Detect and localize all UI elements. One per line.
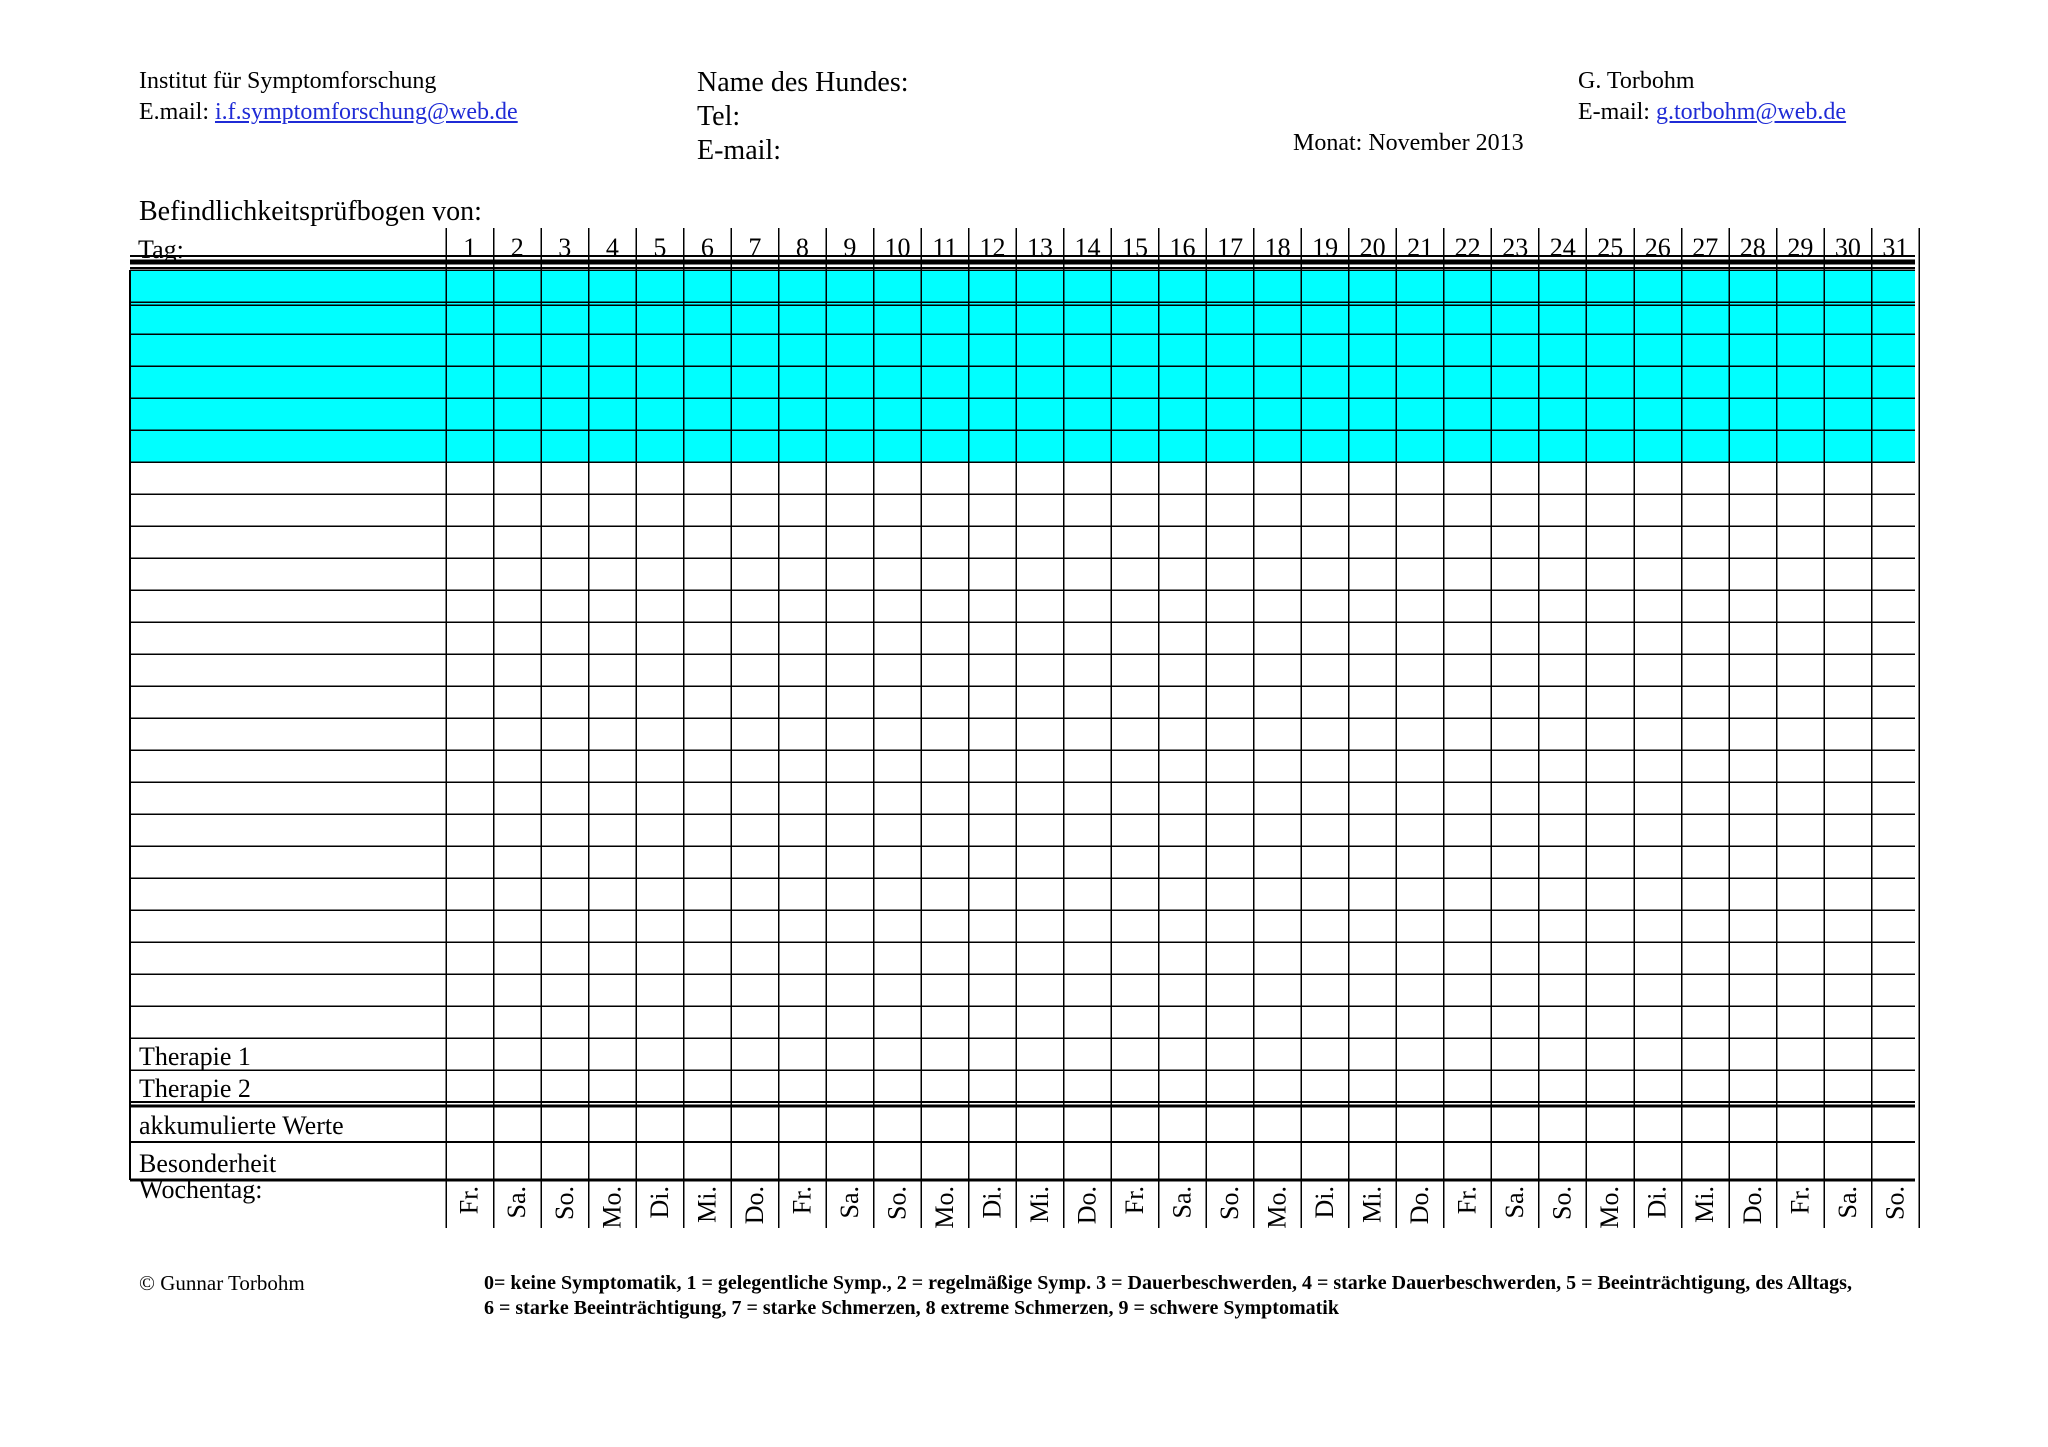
author-name: G. Torbohm	[1578, 68, 1695, 94]
special-label: Besonderheit	[139, 1149, 277, 1178]
score-legend	[484, 1271, 2024, 1321]
author-email-label: E-mail:	[1578, 99, 1650, 125]
day-number: 20	[1359, 233, 1386, 262]
weekday-name: Di.	[1310, 1186, 1340, 1219]
dog-email-label: E-mail:	[697, 135, 781, 166]
weekday-name: Fr.	[787, 1186, 817, 1215]
month-label: Monat: November 2013	[1293, 130, 1524, 156]
day-number: 24	[1549, 233, 1576, 262]
day-number: 22	[1454, 233, 1481, 262]
copyright: © Gunnar Torbohm	[139, 1271, 305, 1295]
weekday-name: Mi.	[1690, 1186, 1720, 1223]
day-number: 10	[884, 233, 911, 262]
institute-email-link[interactable]: i.f.symptomforschung@web.de	[214, 99, 518, 125]
day-number: 16	[1169, 233, 1196, 262]
weekday-name: Do.	[1405, 1186, 1435, 1225]
legend-line-1: 0= keine Symptomatik, 1 = gelegentliche Symp., 2 = regelmäßige Symp. 3 = Dauerbeschwerden, 4 = starke Dauerbeschwerden, 5 = Beeinträchtigung, des Alltags,	[484, 1272, 1852, 1294]
weekday-name: So.	[1215, 1186, 1245, 1220]
day-number: 4	[605, 233, 619, 262]
day-number: 19	[1312, 233, 1339, 262]
day-number: 30	[1834, 233, 1861, 262]
weekday-name: Fr.	[1120, 1186, 1150, 1215]
weekday-name: So.	[882, 1186, 912, 1220]
weekday-name: Di.	[977, 1186, 1007, 1219]
weekday-name: Sa.	[1500, 1186, 1530, 1219]
weekday-name: Do.	[1072, 1186, 1102, 1225]
weekday-name: Sa.	[1167, 1186, 1197, 1219]
day-number: 14	[1074, 233, 1101, 262]
author-email-link[interactable]: g.torbohm@web.de	[1655, 99, 1847, 125]
weekday-name: Fr.	[1452, 1186, 1482, 1215]
weekday-name: Mo.	[1595, 1186, 1625, 1229]
dog-tel-label: Tel:	[697, 101, 741, 132]
weekday-label: Wochentag:	[139, 1175, 263, 1204]
day-number: 3	[558, 233, 572, 262]
day-number: 17	[1217, 233, 1244, 262]
therapy-1-label: Therapie 1	[139, 1042, 251, 1071]
weekday-name: Mo.	[929, 1186, 959, 1229]
weekday-name: So.	[1547, 1186, 1577, 1220]
weekday-name: Mi.	[692, 1186, 722, 1223]
day-number: 23	[1502, 233, 1529, 262]
day-number: 31	[1882, 233, 1909, 262]
weekday-name: So.	[1880, 1186, 1910, 1220]
day-number: 7	[748, 233, 762, 262]
day-number: 1	[463, 233, 477, 262]
weekday-name: Fr.	[1785, 1186, 1815, 1215]
day-label: Tag:	[138, 235, 184, 264]
weekday-name: Do.	[739, 1186, 769, 1225]
weekday-name: Fr.	[454, 1186, 484, 1215]
dog-name-label: Name des Hundes:	[697, 67, 909, 98]
weekday-name: Sa.	[1832, 1186, 1862, 1219]
weekday-name: Sa.	[502, 1186, 532, 1219]
day-number: 2	[510, 233, 524, 262]
weekday-name: So.	[549, 1186, 579, 1220]
day-number: 11	[932, 233, 958, 262]
weekday-name: Sa.	[834, 1186, 864, 1219]
weekday-name: Di.	[1642, 1186, 1672, 1219]
institute-name: Institut für Symptomforschung	[139, 68, 437, 94]
weekday-name: Mo.	[597, 1186, 627, 1229]
day-number: 26	[1644, 233, 1671, 262]
weekday-name: Mi.	[1357, 1186, 1387, 1223]
weekday-name: Mi.	[1024, 1186, 1054, 1223]
day-number: 21	[1407, 233, 1434, 262]
day-number: 15	[1122, 233, 1149, 262]
day-number: 29	[1787, 233, 1814, 262]
day-number: 28	[1739, 233, 1766, 262]
day-number: 6	[700, 233, 714, 262]
therapy-2-label: Therapie 2	[139, 1074, 251, 1103]
sheet-title: Befindlichkeitsprüfbogen von:	[139, 196, 482, 227]
day-number: 9	[843, 233, 857, 262]
weekday-name: Mo.	[1262, 1186, 1292, 1229]
day-number: 25	[1597, 233, 1624, 262]
weekday-name: Do.	[1737, 1186, 1767, 1225]
day-number: 5	[653, 233, 667, 262]
institute-email-label: E.mail:	[139, 99, 209, 125]
day-number: 18	[1264, 233, 1291, 262]
day-number: 13	[1027, 233, 1053, 262]
day-number: 8	[795, 233, 809, 262]
weekday-name: Di.	[644, 1186, 674, 1219]
day-number: 12	[979, 233, 1006, 262]
accumulated-label: akkumulierte Werte	[139, 1111, 344, 1140]
legend-line-2: 6 = starke Beeinträchtigung, 7 = starke Schmerzen, 8 extreme Schmerzen, 9 = schwere Symptomatik	[484, 1297, 1339, 1319]
day-number: 27	[1692, 233, 1719, 262]
